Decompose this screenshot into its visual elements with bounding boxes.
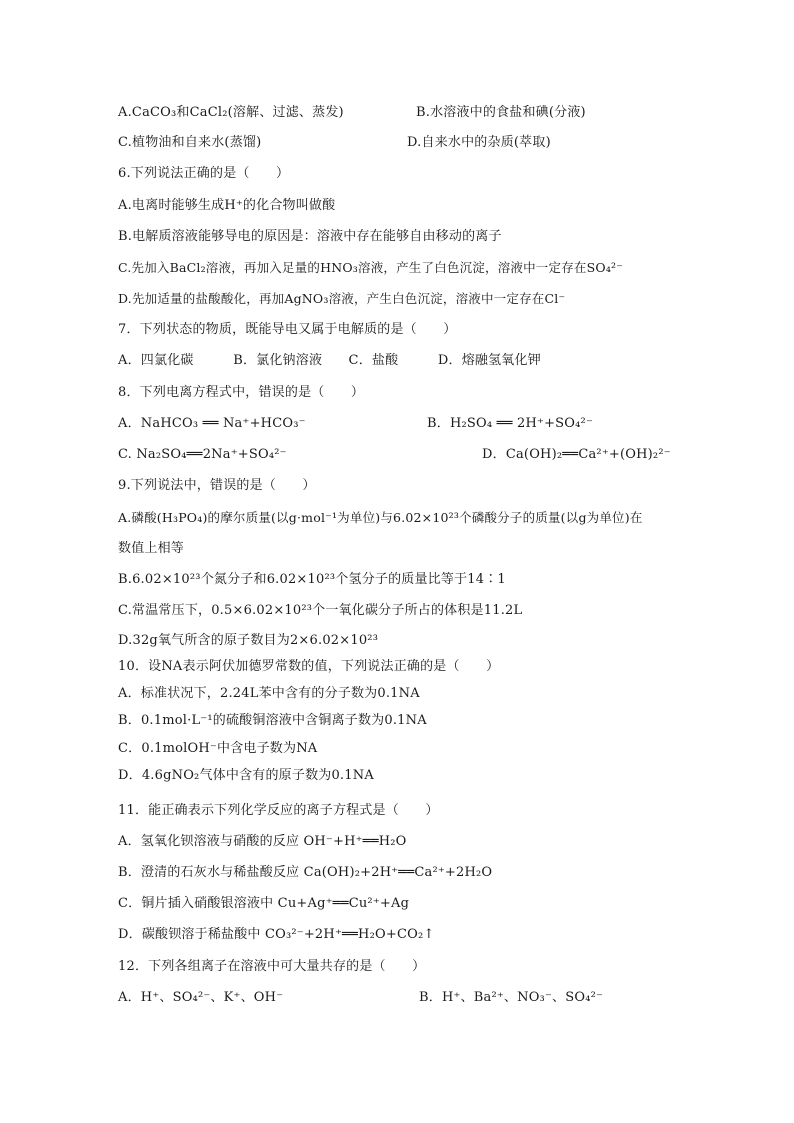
q11-option-b: B．澄清的石灰水与稀盐酸反应 Ca(OH)₂+2H⁺══Ca²⁺+2H₂O: [118, 865, 493, 880]
q10-option-c: C．0.1molOH⁻中含电子数为NA: [118, 741, 318, 756]
q6-option-a: A.电离时能够生成H⁺的化合物叫做酸: [118, 198, 336, 213]
q5-option-a: A.CaCO₃和CaCl₂(溶解、过滤、蒸发): [118, 105, 344, 120]
q8-option-a: A．NaHCO₃ ══ Na⁺+HCO₃⁻: [118, 416, 306, 431]
q12-option-a: A．H⁺、SO₄²⁻、K⁺、OH⁻: [118, 990, 284, 1005]
q5-option-b: B.水溶液中的食盐和碘(分液): [416, 105, 586, 120]
q11-option-d: D．碳酸钡溶于稀盐酸中 CO₃²⁻+2H⁺══H₂O+CO₂↑: [118, 927, 435, 942]
q10-option-a: A．标准状况下，2.24L苯中含有的分子数为0.1NA: [118, 686, 420, 701]
q6-option-b: B.电解质溶液能够导电的原因是：溶液中存在能够自由移动的离子: [118, 229, 502, 244]
q11-option-a: A．氢氧化钡溶液与硝酸的反应 OH⁻+H⁺══H₂O: [118, 834, 407, 849]
q11-option-c: C．铜片插入硝酸银溶液中 Cu+Ag⁺══Cu²⁺+Ag: [118, 896, 410, 911]
q9-option-a-cont: 数值上相等: [118, 541, 185, 556]
q5-option-c: C.植物油和自来水(蒸馏): [118, 135, 262, 150]
q7-stem: 7．下列状态的物质，既能导电又属于电解质的是（ ）: [118, 322, 457, 337]
q9-option-c: C.常温常压下，0.5×6.02×10²³个一氧化碳分子所占的体积是11.2L: [118, 603, 523, 618]
q7-options: A．四氯化碳 B．氯化钠溶液 C．盐酸 D．熔融氢氧化钾: [118, 353, 541, 368]
q9-stem: 9.下列说法中，错误的是（ ）: [118, 478, 316, 493]
q8-option-d: D．Ca(OH)₂══Ca²⁺+(OH)₂²⁻: [482, 447, 671, 462]
q5-option-d: D.自来水中的杂质(萃取): [407, 135, 551, 150]
q8-option-c: C. Na₂SO₄══2Na⁺+SO₄²⁻: [118, 447, 287, 462]
q6-option-c: C.先加入BaCl₂溶液，再加入足量的HNO₃溶液，产生了白色沉淀，溶液中一定存在SO₄²⁻: [118, 260, 624, 275]
q9-option-d: D.32g氧气所含的原子数目为2×6.02×10²³: [118, 633, 379, 648]
q10-option-d: D．4.6gNO₂气体中含有的原子数为0.1NA: [118, 768, 374, 783]
q12-stem: 12．下列各组离子在溶液中可大量共存的是（ ）: [118, 959, 426, 974]
q6-stem: 6.下列说法正确的是（ ）: [118, 166, 290, 181]
q10-option-b: B．0.1mol·L⁻¹的硫酸铜溶液中含铜离子数为0.1NA: [118, 713, 427, 728]
q8-stem: 8．下列电离方程式中，错误的是（ ）: [118, 385, 365, 400]
q10-stem: 10．设NA表示阿伏加德罗常数的值，下列说法正确的是（ ）: [118, 659, 500, 674]
q12-option-b: B．H⁺、Ba²⁺、NO₃⁻、SO₄²⁻: [419, 990, 604, 1005]
q9-option-b: B.6.02×10²³个氮分子和6.02×10²³个氢分子的质量比等于14∶1: [118, 572, 506, 587]
q6-option-d: D.先加适量的盐酸酸化，再加AgNO₃溶液，产生白色沉淀，溶液中一定存在Cl⁻: [118, 291, 566, 306]
q11-stem: 11．能正确表示下列化学反应的离子方程式是（ ）: [118, 803, 439, 818]
q9-option-a: A.磷酸(H₃PO₄)的摩尔质量(以g·mol⁻¹为单位)与6.02×10²³个磷酸分子的质量(以g为单位)在: [118, 510, 643, 525]
q8-option-b: B．H₂SO₄ ══ 2H⁺+SO₄²⁻: [427, 416, 594, 431]
